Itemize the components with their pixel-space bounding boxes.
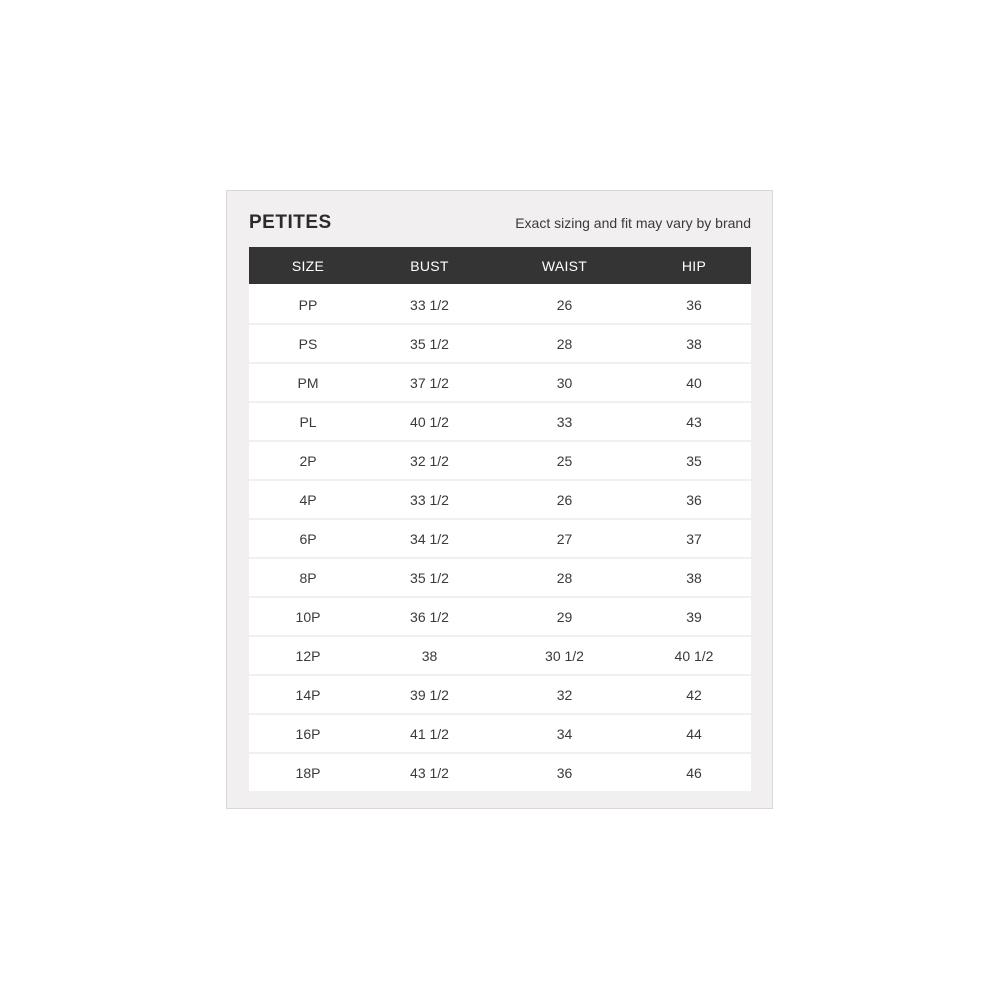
cell-hip: 42 [637, 675, 751, 714]
table-body [249, 285, 751, 791]
cell-bust: 35 1/2 [367, 324, 492, 363]
cell-hip: 36 [637, 285, 751, 324]
column-header-waist: WAIST [492, 247, 637, 285]
card-header [249, 209, 751, 239]
cell-waist: 32 [492, 675, 637, 714]
table-row [249, 441, 751, 480]
cell-bust: 32 1/2 [367, 441, 492, 480]
cell-waist: 27 [492, 519, 637, 558]
cell-waist: 26 [492, 480, 637, 519]
cell-size: 4P [249, 480, 367, 519]
cell-size: 14P [249, 675, 367, 714]
cell-bust: 40 1/2 [367, 402, 492, 441]
table-row [249, 753, 751, 791]
column-header-bust: BUST [367, 247, 492, 285]
cell-waist: 33 [492, 402, 637, 441]
cell-bust: 38 [367, 636, 492, 675]
table-row [249, 675, 751, 714]
cell-size: 8P [249, 558, 367, 597]
size-chart-card [226, 190, 773, 809]
cell-hip: 46 [637, 753, 751, 791]
table-row [249, 558, 751, 597]
cell-waist: 29 [492, 597, 637, 636]
table-row [249, 519, 751, 558]
cell-bust: 33 1/2 [367, 480, 492, 519]
cell-hip: 36 [637, 480, 751, 519]
cell-size: 2P [249, 441, 367, 480]
table-row [249, 285, 751, 324]
table-row [249, 636, 751, 675]
cell-waist: 28 [492, 558, 637, 597]
cell-hip: 40 1/2 [637, 636, 751, 675]
cell-size: PL [249, 402, 367, 441]
cell-size: 18P [249, 753, 367, 791]
cell-size: 6P [249, 519, 367, 558]
cell-hip: 38 [637, 324, 751, 363]
table-row [249, 324, 751, 363]
cell-bust: 43 1/2 [367, 753, 492, 791]
cell-waist: 30 [492, 363, 637, 402]
sizing-note: Exact sizing and fit may vary by brand [515, 215, 751, 231]
cell-waist: 28 [492, 324, 637, 363]
table-row [249, 597, 751, 636]
cell-waist: 34 [492, 714, 637, 753]
cell-hip: 43 [637, 402, 751, 441]
cell-size: 10P [249, 597, 367, 636]
cell-hip: 37 [637, 519, 751, 558]
table-header-row [249, 247, 751, 285]
size-table [249, 247, 751, 791]
column-header-hip: HIP [637, 247, 751, 285]
cell-bust: 39 1/2 [367, 675, 492, 714]
cell-bust: 36 1/2 [367, 597, 492, 636]
cell-bust: 34 1/2 [367, 519, 492, 558]
cell-bust: 35 1/2 [367, 558, 492, 597]
cell-size: PS [249, 324, 367, 363]
cell-waist: 25 [492, 441, 637, 480]
cell-bust: 33 1/2 [367, 285, 492, 324]
cell-size: PM [249, 363, 367, 402]
cell-size: 16P [249, 714, 367, 753]
cell-bust: 37 1/2 [367, 363, 492, 402]
column-header-size: SIZE [249, 247, 367, 285]
cell-hip: 44 [637, 714, 751, 753]
cell-waist: 30 1/2 [492, 636, 637, 675]
table-row [249, 363, 751, 402]
cell-hip: 38 [637, 558, 751, 597]
table-row [249, 714, 751, 753]
cell-bust: 41 1/2 [367, 714, 492, 753]
cell-size: PP [249, 285, 367, 324]
chart-title: PETITES [249, 212, 332, 233]
cell-size: 12P [249, 636, 367, 675]
cell-hip: 40 [637, 363, 751, 402]
cell-waist: 26 [492, 285, 637, 324]
table-row [249, 480, 751, 519]
cell-hip: 35 [637, 441, 751, 480]
cell-waist: 36 [492, 753, 637, 791]
table-row [249, 402, 751, 441]
cell-hip: 39 [637, 597, 751, 636]
